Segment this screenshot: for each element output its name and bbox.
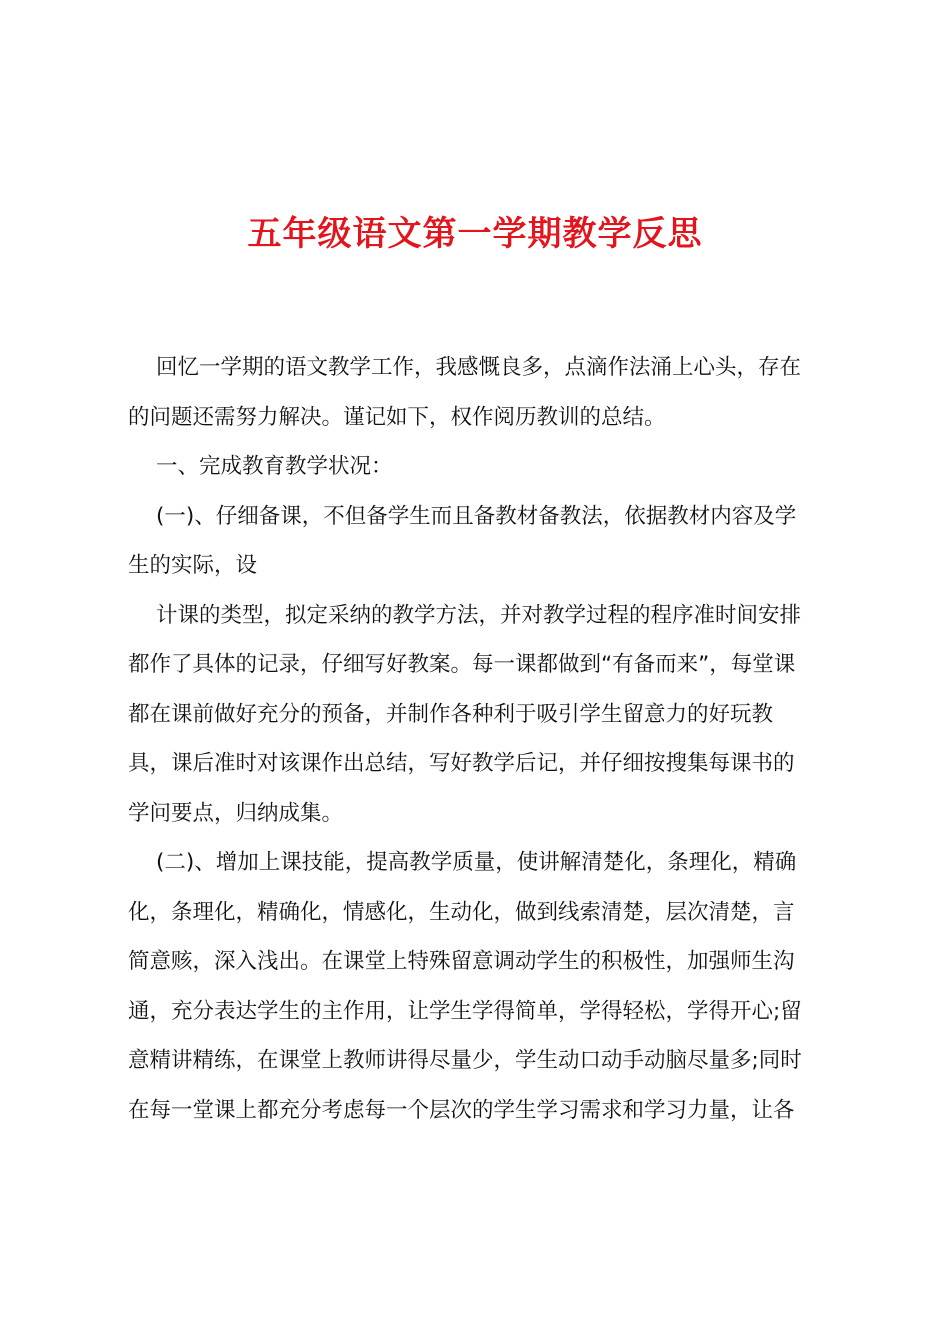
paragraph-line: (一)、仔细备课，不但备学生而且备教材备教法，依据教材内容及学 — [156, 503, 797, 529]
document-title: 五年级语文第一学期教学反思 — [247, 214, 703, 254]
document-body — [128, 343, 833, 1135]
paragraph-line: 化，条理化，精确化，情感化，生动化，做到线索清楚，层次清楚，言 — [128, 899, 795, 925]
paragraph-line: 计课的类型，拟定采纳的教学方法，并对教学过程的程序准时间安排 — [156, 602, 802, 628]
paragraph-line: 在每一堂课上都充分考虑每一个层次的学生学习需求和学习力量，让各 — [128, 1097, 795, 1123]
paragraph-line: 生的实际，设 — [128, 553, 258, 578]
paragraph-line: 都作了具体的记录，仔细写好教案。每一课都做到“有备而来”，每堂课 — [128, 652, 796, 677]
paragraph-line: 学问要点，归纳成集。 — [128, 800, 344, 826]
paragraph-line: 意精讲精练，在课堂上教师讲得尽量少，学生动口动手动脑尽量多;同时 — [128, 1048, 802, 1073]
paragraph-line: 通，充分表达学生的主作用，让学生学得简单，学得轻松，学得开心;留 — [128, 998, 802, 1024]
paragraph-line: 一、完成教育教学状况： — [156, 454, 393, 479]
paragraph-line: 回忆一学期的语文教学工作，我感慨良多，点滴作法涌上心头，存在 — [156, 355, 802, 380]
paragraph-line: 都在课前做好充分的预备，并制作各种利于吸引学生留意力的好玩教 — [128, 701, 774, 727]
paragraph-line: (二)、增加上课技能，提高教学质量，使讲解清楚化，条理化，精确 — [156, 850, 797, 875]
paragraph-line: 简意赅，深入浅出。在课堂上特殊留意调动学生的积极性，加强师生沟 — [128, 949, 795, 974]
paragraph-line: 具，课后准时对该课作出总结，写好教学后记，并仔细按搜集每课书的 — [128, 751, 795, 776]
paragraph-line: 的问题还需努力解决。谨记如下，权作阅历教训的总结。 — [128, 404, 666, 430]
